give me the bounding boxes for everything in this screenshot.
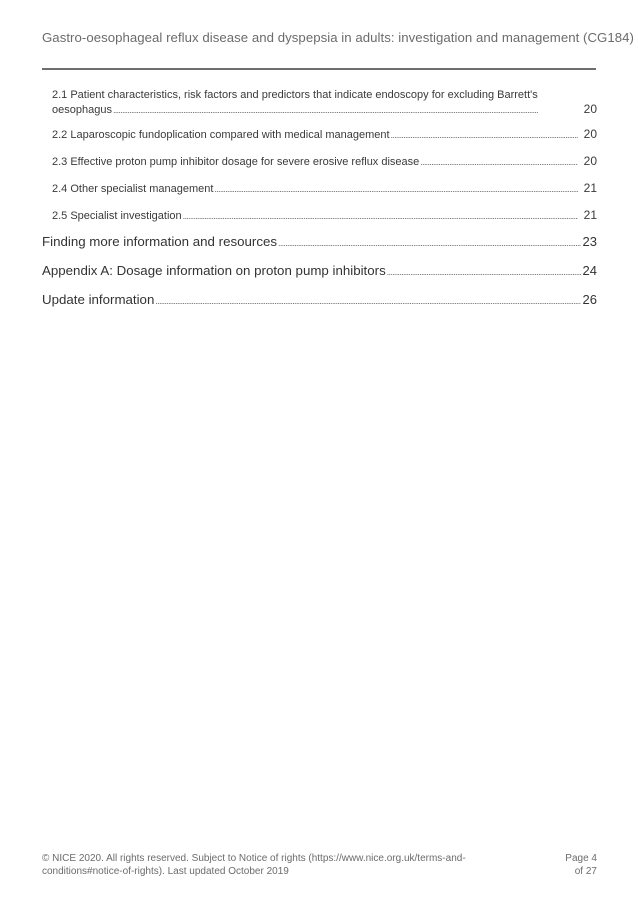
toc-entry-2-3[interactable] [42, 154, 597, 169]
leader-dots [113, 103, 578, 117]
toc-entry-title: 2.2 Laparoscopic fundoplication compared with medical management [52, 129, 390, 141]
page-number-line-1: Page 4 [565, 853, 597, 864]
leader-dots [387, 264, 581, 279]
document-header-title: Gastro-oesophageal reflux disease and dyspepsia in adults: investigation and management (CG184) [42, 30, 634, 45]
toc-entry-title: Finding more information and resources [42, 234, 278, 249]
toc-entry-title: 2.3 Effective proton pump inhibitor dosage for severe erosive reflux disease [52, 156, 420, 168]
toc-entry-2-5[interactable] [42, 208, 597, 223]
toc-page-number: 21 [583, 208, 597, 222]
toc-entry-2-1[interactable] [42, 88, 597, 117]
toc-entry-title-line2: oesophagus [52, 104, 112, 116]
toc-page-number: 20 [583, 102, 597, 116]
toc-page-number: 20 [583, 154, 597, 168]
toc-entry-title: Update information [42, 292, 155, 307]
leader-dots [214, 182, 577, 196]
toc-entry-2-4[interactable] [42, 181, 597, 196]
leader-dots [278, 235, 581, 250]
toc-entry-title-line1: 2.1 Patient characteristics, risk factors and predictors that indicate endoscopy for excluding Barrett's [52, 89, 538, 101]
leader-dots [391, 128, 578, 142]
copyright-notice [42, 852, 512, 878]
toc-entry-finding-more-information[interactable] [42, 235, 597, 250]
leader-dots [183, 209, 578, 223]
toc-page-number: 21 [583, 181, 597, 195]
table-of-contents [42, 88, 597, 308]
toc-entry-appendix-a[interactable] [42, 264, 597, 279]
page-number [547, 852, 597, 878]
leader-dots [155, 293, 580, 308]
toc-page-number: 24 [582, 263, 597, 278]
toc-entry-title: 2.4 Other specialist management [52, 183, 214, 195]
copyright-line-1: © NICE 2020. All rights reserved. Subject to Notice of rights (https://www.nice.org.uk/terms-and- [42, 853, 466, 864]
header-divider [42, 68, 596, 70]
page-number-line-2: of 27 [574, 866, 597, 877]
toc-entry-title: Appendix A: Dosage information on proton pump inhibitors [42, 263, 386, 278]
toc-entry-2-2[interactable] [42, 127, 597, 142]
toc-entry-update-information[interactable] [42, 293, 597, 308]
toc-page-number: 23 [582, 234, 597, 249]
leader-dots [420, 155, 577, 169]
toc-page-number: 26 [582, 292, 597, 307]
toc-page-number: 20 [583, 127, 597, 141]
copyright-line-2: conditions#notice-of-rights). Last updated October 2019 [42, 866, 289, 877]
toc-entry-title: 2.5 Specialist investigation [52, 210, 182, 222]
